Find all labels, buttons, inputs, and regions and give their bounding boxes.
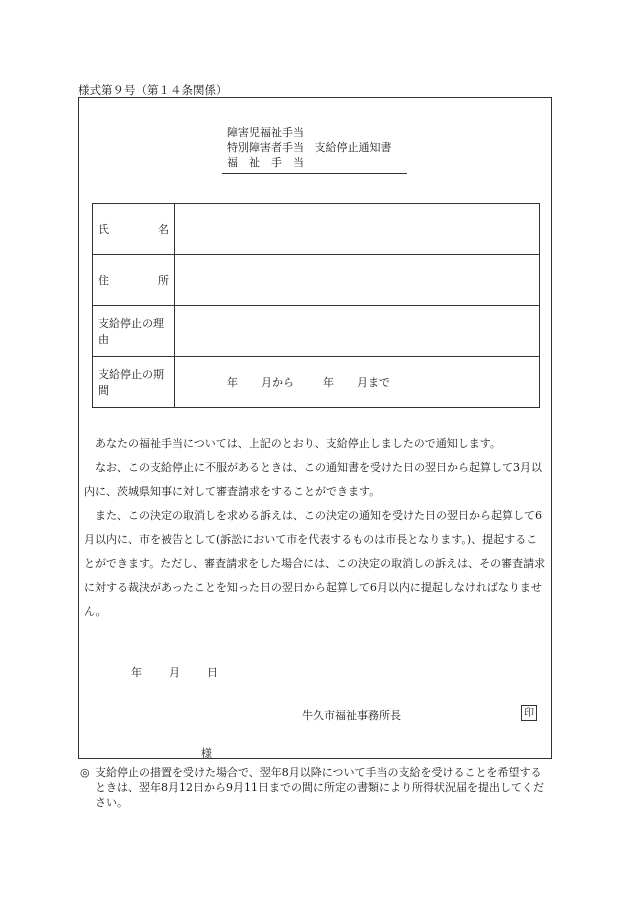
issuer-name: 牛久市福祉事務所長 bbox=[302, 709, 401, 722]
info-table bbox=[92, 203, 540, 408]
period-label: 支給停止の期間 bbox=[93, 357, 175, 408]
table-row-period bbox=[93, 357, 540, 408]
table-row-address bbox=[93, 255, 540, 306]
reason-label: 支給停止の理由 bbox=[93, 306, 175, 357]
note-mark: ◎ bbox=[80, 766, 90, 779]
title-line-3: 福 祉 手 当 bbox=[227, 156, 304, 169]
note-text: 支給停止の措置を受けた場合で、翌年8月以降について手当の支給を受けることを希望するときは、翌年8月12日から9月11日までの間に所定の書類により所得状況届を提出してください。 bbox=[95, 766, 544, 809]
document-title bbox=[227, 125, 392, 170]
footnote bbox=[80, 765, 550, 810]
form-frame bbox=[78, 97, 552, 759]
address-value[interactable] bbox=[175, 255, 540, 306]
body-text bbox=[84, 432, 548, 624]
period-from: 月から bbox=[261, 376, 294, 389]
date-month: 月 bbox=[169, 666, 180, 679]
date-day: 日 bbox=[207, 666, 218, 679]
name-label-a: 氏 bbox=[98, 223, 109, 236]
name-label bbox=[93, 204, 175, 255]
period-value[interactable] bbox=[175, 357, 540, 408]
date-year: 年 bbox=[131, 666, 142, 679]
address-label-a: 住 bbox=[98, 274, 109, 287]
recipient-suffix: 様 bbox=[201, 747, 212, 760]
body-paragraph-3: また、この決定の取消しを求める訴えは、この決定の通知を受けた日の翌日から起算して6月以内に、市を被告として(訴訟において市を代表するものは市長となります。)、提起することができます。ただし、審査請求をした場合には、この決定の取消しの訴えは、その審査請求に対する裁決があったことを知った日の翌日から起算して6月以内に提起しなければなりません。 bbox=[84, 509, 546, 618]
table-row-reason bbox=[93, 306, 540, 357]
title-line-2-b: 支給停止通知書 bbox=[314, 141, 392, 154]
seal-mark: 印 bbox=[521, 705, 537, 721]
title-underline bbox=[222, 173, 407, 174]
table-row-name bbox=[93, 204, 540, 255]
title-line-2 bbox=[227, 140, 392, 155]
date-line bbox=[131, 664, 218, 680]
period-year-2: 年 bbox=[323, 376, 334, 389]
title-line-2-a: 特別障害者手当 bbox=[227, 141, 304, 154]
body-paragraph-1: あなたの福祉手当については、上記のとおり、支給停止しましたので通知します。 bbox=[95, 437, 501, 450]
address-label-b: 所 bbox=[158, 274, 169, 287]
name-label-b: 名 bbox=[158, 223, 169, 236]
form-number: 様式第９号（第１４条関係） bbox=[78, 83, 228, 97]
period-year-1: 年 bbox=[227, 376, 238, 389]
reason-value[interactable] bbox=[175, 306, 540, 357]
body-paragraph-2: なお、この支給停止に不服があるときは、この通知書を受けた日の翌日から起算して3月以内に、茨城県知事に対して審査請求をすることができます。 bbox=[84, 461, 542, 498]
title-line-1: 障害児福祉手当 bbox=[227, 126, 304, 139]
address-label bbox=[93, 255, 175, 306]
name-value[interactable] bbox=[175, 204, 540, 255]
period-to: 月まで bbox=[357, 376, 390, 389]
